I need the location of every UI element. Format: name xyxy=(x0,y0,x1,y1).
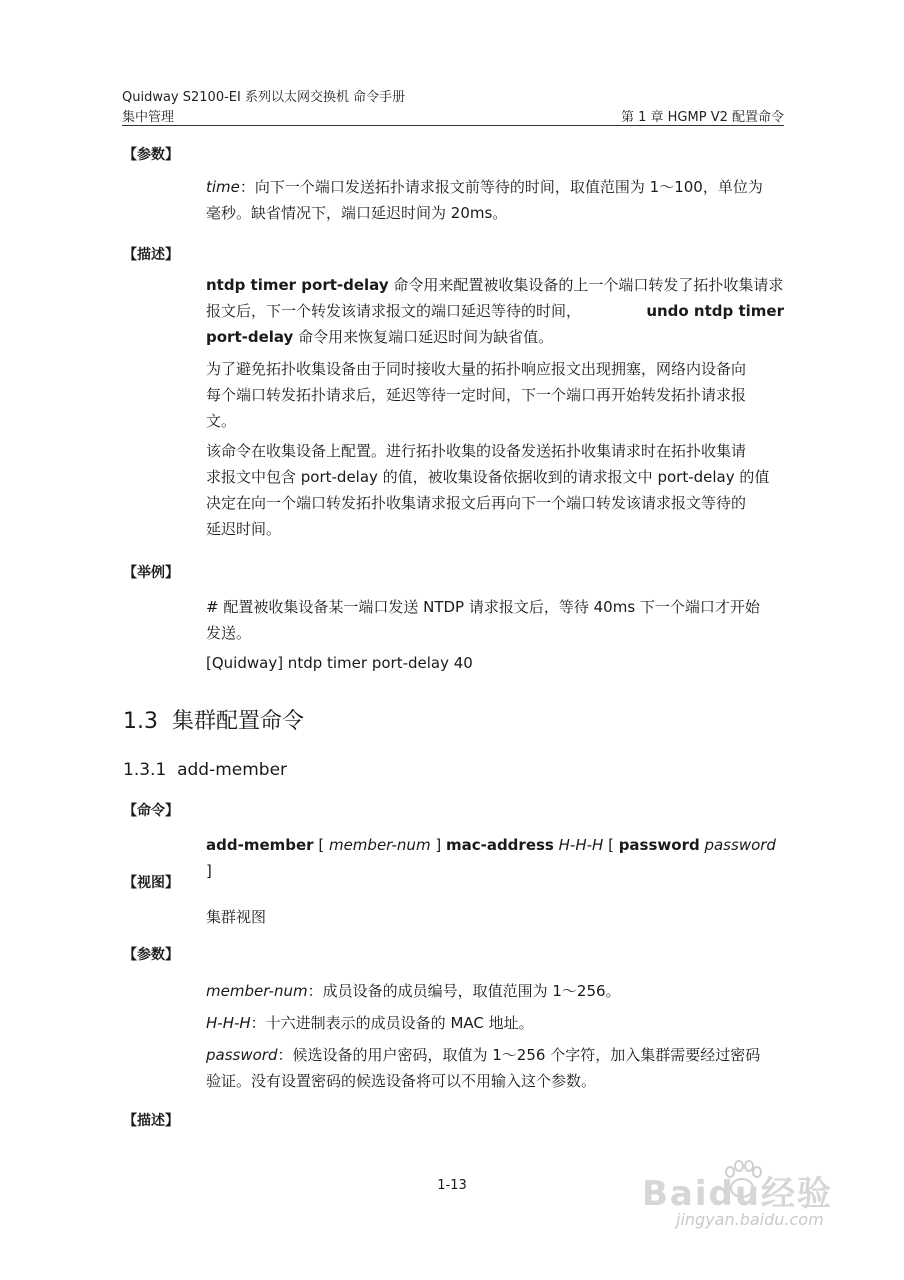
text: 延迟时间。 xyxy=(206,520,282,538)
header-rule xyxy=(122,125,784,126)
section-title: 集群配置命令 xyxy=(172,709,305,734)
text: [ xyxy=(313,836,329,854)
baidu-watermark-logo xyxy=(642,1148,862,1214)
text: 求报文中包含 port-delay 的值，被收集设备依据收到的请求报文中 port-delay 的值 xyxy=(206,468,770,486)
text: 报文后，下一个转发该请求报文的端口延迟等待的时间， xyxy=(206,302,582,320)
example-text xyxy=(206,594,784,646)
doc-title: Quidway S2100-EI 系列以太网交换机 命令手册 xyxy=(122,90,406,105)
desc-paragraph-2 xyxy=(206,356,784,434)
cmd-keyword: password xyxy=(618,836,700,854)
section-number: 1.3 xyxy=(123,709,158,734)
text: 发送。 xyxy=(206,624,252,642)
header-chapter: 第 1 章 HGMP V2 配置命令 xyxy=(620,110,784,125)
param-time xyxy=(206,174,784,226)
text: # 配置被收集设备某一端口发送 NTDP 请求报文后，等待 40ms 下一个端口才开始 xyxy=(206,598,760,616)
text: 每个端口转发拓扑请求后，延迟等待一定时间，下一个端口再开始转发拓扑请求报 xyxy=(206,386,747,404)
text: 为了避免拓扑收集设备由于同时接收大量的拓扑响应报文出现拥塞，网络内设备向 xyxy=(206,360,747,378)
param-term: time xyxy=(206,178,240,196)
param-text: ：候选设备的用户密码，取值为 1～256 个字符，加入集群需要经过密码 xyxy=(277,1046,761,1064)
param-term: password xyxy=(206,1046,278,1064)
cmd-keyword: undo ntdp timer xyxy=(646,302,784,320)
text: 命令用来配置被收集设备的上一个端口转发了拓扑收集请求 xyxy=(388,276,784,294)
text: ] xyxy=(206,862,212,880)
param-password xyxy=(206,1042,784,1094)
cmd-label: 【命令】 xyxy=(123,803,179,819)
cmd-keyword: port-delay xyxy=(206,328,294,346)
params-label: 【参数】 xyxy=(123,147,179,163)
param-term: H-H-H xyxy=(206,1014,251,1032)
section-heading xyxy=(123,704,304,735)
view-text: 集群视图 xyxy=(206,908,267,926)
param-member-num xyxy=(206,978,784,1004)
text: ] xyxy=(430,836,446,854)
text: 该命令在收集设备上配置。进行拓扑收集的设备发送拓扑收集请求时在拓扑收集请 xyxy=(206,442,747,460)
cmd-keyword: mac-address xyxy=(445,836,554,854)
params-label-2: 【参数】 xyxy=(123,947,179,963)
view-label: 【视图】 xyxy=(123,875,179,891)
header-section: 集中管理 xyxy=(122,110,175,125)
example-label: 【举例】 xyxy=(123,565,179,581)
subsection-number: 1.3.1 xyxy=(123,760,167,780)
cmd-arg: H-H-H xyxy=(553,836,604,854)
param-text: 毫秒。缺省情况下，端口延迟时间为 20ms。 xyxy=(206,204,508,222)
cmd-keyword: add-member xyxy=(206,836,314,854)
desc-label: 【描述】 xyxy=(123,247,179,263)
subsection-title: add-member xyxy=(177,760,288,780)
page-number: 1-13 xyxy=(437,1178,467,1193)
text: 命令用来恢复端口延迟时间为缺省值。 xyxy=(293,328,554,346)
param-text: ：成员设备的成员编号，取值范围为 1～256。 xyxy=(307,982,621,1000)
param-text: ：十六进制表示的成员设备的 MAC 地址。 xyxy=(250,1014,534,1032)
desc-paragraph-1 xyxy=(206,272,784,350)
subsection-heading xyxy=(123,760,287,780)
example-command: [Quidway] ntdp timer port-delay 40 xyxy=(206,654,473,672)
desc-paragraph-3 xyxy=(206,438,784,542)
watermark-url: jingyan.baidu.com xyxy=(676,1210,824,1229)
param-text: 验证。没有设置密码的候选设备将可以不用输入这个参数。 xyxy=(206,1072,597,1090)
cmd-arg: password xyxy=(699,836,776,854)
cmd-arg: member-num xyxy=(328,836,431,854)
text: [ xyxy=(603,836,619,854)
param-text: ：向下一个端口发送拓扑请求报文前等待的时间，取值范围为 1～100，单位为 xyxy=(239,178,763,196)
param-hhh xyxy=(206,1010,784,1036)
command-syntax xyxy=(206,832,784,884)
text: 决定在向一个端口转发拓扑收集请求报文后再向下一个端口转发该请求报文等待的 xyxy=(206,494,747,512)
watermark-brand: Baidu经验 xyxy=(642,1174,834,1214)
text: 文。 xyxy=(206,412,237,430)
desc-label-2: 【描述】 xyxy=(123,1113,179,1129)
cmd-keyword: ntdp timer port-delay xyxy=(206,276,389,294)
param-term: member-num xyxy=(206,982,308,1000)
